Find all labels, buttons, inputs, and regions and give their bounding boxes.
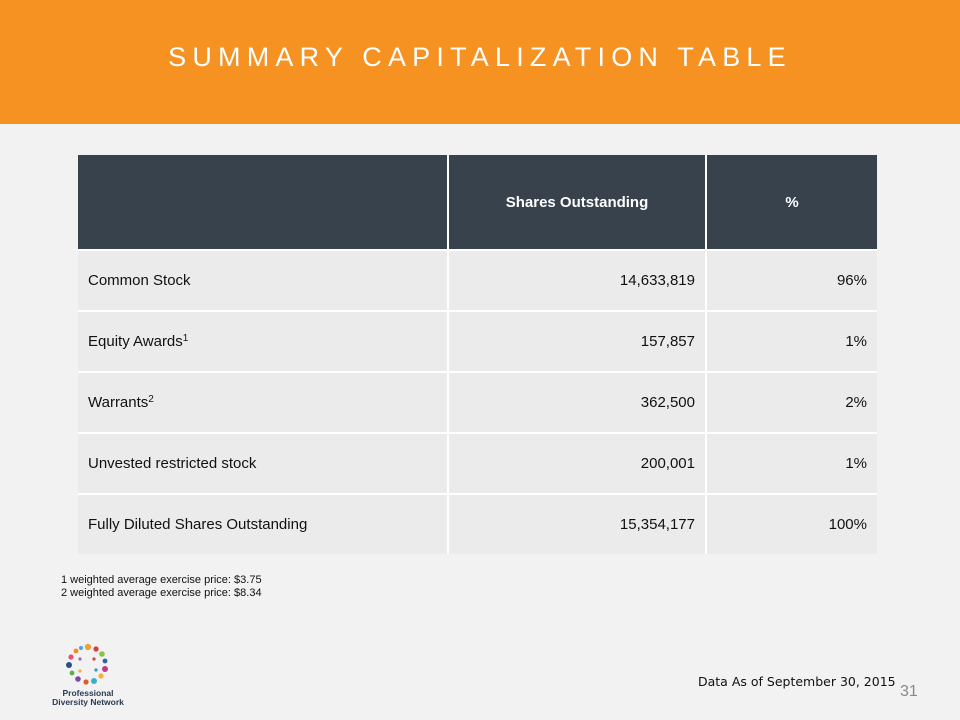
shares-value: 14,633,819 xyxy=(448,250,706,311)
shares-value: 15,354,177 xyxy=(448,494,706,554)
table-row xyxy=(78,494,877,554)
table-row xyxy=(78,250,877,311)
shares-value: 157,857 xyxy=(448,311,706,372)
percent-value: 100% xyxy=(706,494,877,554)
row-label: Equity Awards$^1$ xyxy=(78,311,448,372)
footnotes xyxy=(61,574,262,600)
table-row xyxy=(78,311,877,372)
table-row xyxy=(78,372,877,433)
row-label: Common Stock xyxy=(78,250,448,311)
header-label-cell xyxy=(78,155,448,250)
percent-value: 96% xyxy=(706,250,877,311)
page-number: 31 xyxy=(900,683,918,700)
logo-dots-icon xyxy=(60,643,116,687)
logo-text: Professional Diversity Network xyxy=(52,688,124,707)
data-date-note: Data As of September 30, 2015 xyxy=(698,674,896,689)
page-title: SUMMARY CAPITALIZATION TABLE xyxy=(168,42,792,72)
percent-value: 1% xyxy=(706,433,877,494)
footnote-2: 2 weighted average exercise price: $8.34 xyxy=(61,587,262,599)
row-label: Unvested restricted stock xyxy=(78,433,448,494)
footnote-1: 1 weighted average exercise price: $3.75 xyxy=(61,574,262,586)
row-label: Fully Diluted Shares Outstanding xyxy=(78,494,448,554)
table-header-row xyxy=(78,155,877,250)
table-row xyxy=(78,433,877,494)
company-logo xyxy=(48,643,128,713)
percent-value: 2% xyxy=(706,372,877,433)
percent-value: 1% xyxy=(706,311,877,372)
header-shares-outstanding: Shares Outstanding xyxy=(448,155,706,250)
shares-value: 362,500 xyxy=(448,372,706,433)
row-label: Warrants$^2$ xyxy=(78,372,448,433)
header-percent: % xyxy=(706,155,877,250)
shares-value: 200,001 xyxy=(448,433,706,494)
capitalization-table xyxy=(78,155,877,554)
title-banner xyxy=(0,0,960,124)
